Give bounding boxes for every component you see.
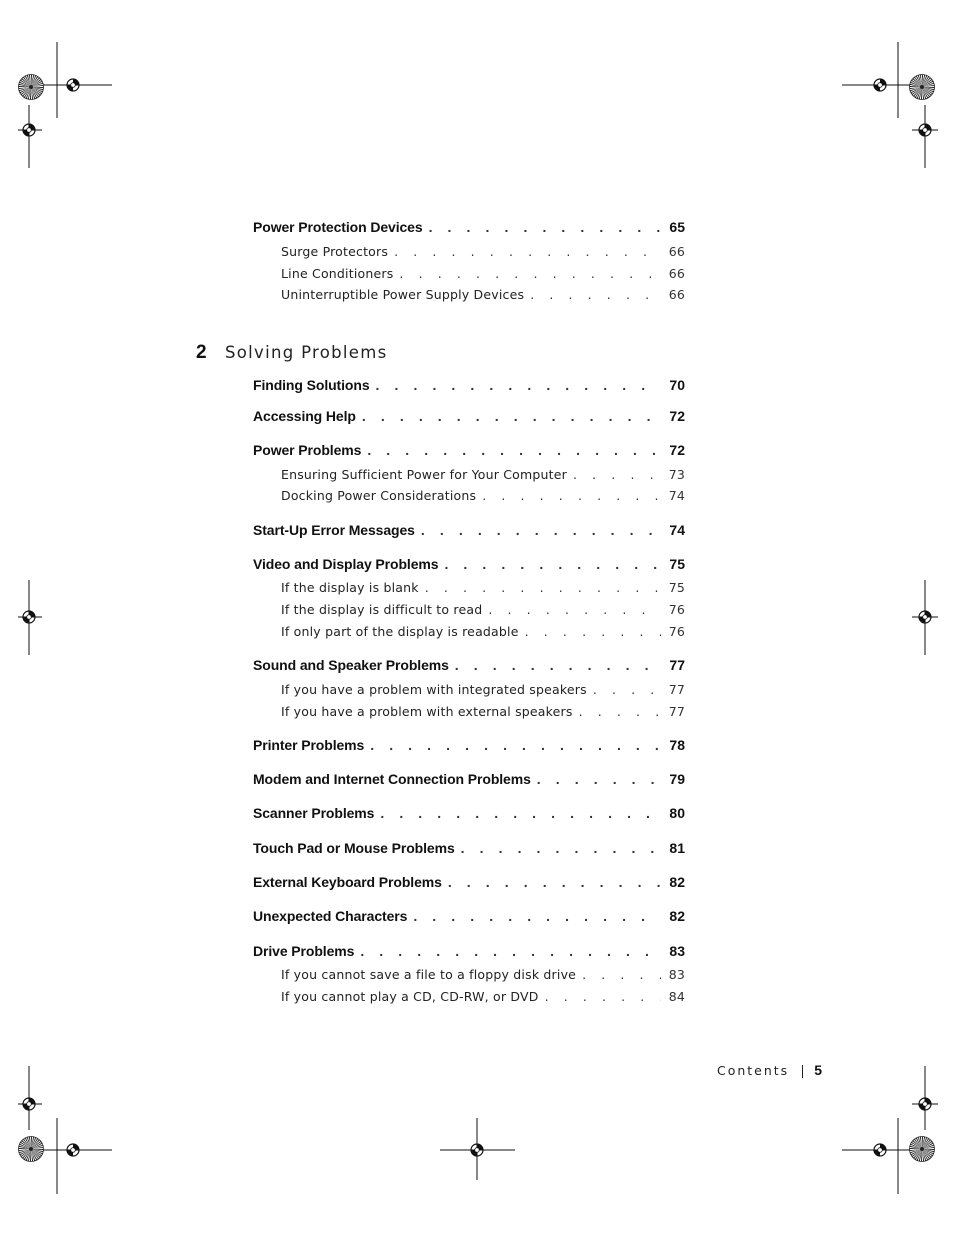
starburst-mark (19, 75, 44, 100)
toc-entry-page: 82 (669, 908, 685, 924)
toc-entry-touchpad[interactable] (253, 840, 685, 858)
toc-entry-printer[interactable] (253, 737, 685, 755)
toc-entry-video-display[interactable] (253, 556, 685, 574)
dot-leader (394, 244, 661, 259)
registration-target (874, 79, 886, 91)
toc-subentry-page: 66 (668, 287, 685, 302)
registration-target (23, 124, 35, 136)
toc-entry-title: Sound and Speaker Problems (253, 657, 449, 673)
toc-subentry-docking-power[interactable] (281, 488, 685, 506)
toc-subentry-cd[interactable] (281, 989, 685, 1007)
toc-entry-power-protection-devices[interactable] (253, 219, 685, 237)
toc-subentry-page: 75 (668, 580, 685, 595)
dot-leader (413, 908, 661, 924)
dot-leader (362, 408, 661, 424)
registration-target (919, 124, 931, 136)
registration-target (67, 1144, 79, 1156)
toc-subentry-title: Ensuring Sufficient Power for Your Computer (281, 467, 567, 482)
toc-entry-finding-solutions[interactable] (253, 377, 685, 395)
registration-target (919, 1098, 931, 1110)
toc-entry-page: 72 (669, 408, 685, 424)
dot-leader (593, 682, 661, 697)
toc-entry-sound-speaker[interactable] (253, 657, 685, 675)
toc-entry-modem[interactable] (253, 771, 685, 789)
toc-subentry-line-conditioners[interactable] (281, 266, 685, 284)
dot-leader (537, 771, 661, 787)
toc-subentry-display-difficult[interactable] (281, 602, 685, 620)
toc-entry-page: 82 (669, 874, 685, 890)
toc-entry-scanner[interactable] (253, 805, 685, 823)
dot-leader (376, 377, 661, 393)
toc-subentry-page: 66 (668, 244, 685, 259)
toc-entry-title: Start-Up Error Messages (253, 522, 415, 538)
toc-entry-page: 77 (669, 657, 685, 673)
dot-leader (579, 704, 661, 719)
dot-leader (444, 556, 661, 572)
toc-subentry-page: 83 (668, 967, 685, 982)
chapter-title: Solving Problems (225, 343, 388, 362)
toc-subentry-display-partial[interactable] (281, 624, 685, 642)
dot-leader (461, 840, 661, 856)
toc-entry-page: 72 (669, 442, 685, 458)
toc-subentry-external-speakers[interactable] (281, 704, 685, 722)
dot-leader (488, 602, 661, 617)
dot-leader (530, 287, 661, 302)
toc-entry-title: Power Problems (253, 442, 362, 458)
dot-leader (380, 805, 661, 821)
registration-target (919, 611, 931, 623)
toc-subentry-page: 74 (668, 488, 685, 503)
registration-target (874, 1144, 886, 1156)
toc-subentry-title: Line Conditioners (281, 266, 394, 281)
toc-entry-page: 65 (669, 219, 685, 235)
starburst-mark (910, 75, 935, 100)
toc-entry-title: External Keyboard Problems (253, 874, 442, 890)
dot-leader (367, 442, 661, 458)
toc-entry-title: Unexpected Characters (253, 908, 408, 924)
dot-leader (448, 874, 661, 890)
toc-subentry-title: Surge Protectors (281, 244, 389, 259)
dot-leader (370, 737, 661, 753)
toc-entry-drive[interactable] (253, 943, 685, 961)
toc-subentry-title: If you cannot play a CD, CD-RW, or DVD (281, 989, 539, 1004)
toc-subentry-page: 76 (668, 624, 685, 639)
starburst-mark (19, 1137, 44, 1162)
toc-entry-keyboard[interactable] (253, 874, 685, 892)
toc-entry-title: Accessing Help (253, 408, 356, 424)
dot-leader (399, 266, 661, 281)
toc-entry-page: 74 (669, 522, 685, 538)
toc-subentry-floppy[interactable] (281, 967, 685, 985)
toc-entry-page: 83 (669, 943, 685, 959)
registration-target (23, 1098, 35, 1110)
toc-entry-power-problems[interactable] (253, 442, 685, 460)
toc-entry-page: 81 (669, 840, 685, 856)
toc-subentry-page: 84 (668, 989, 685, 1004)
dot-leader (429, 219, 661, 235)
toc-entry-title: Video and Display Problems (253, 556, 439, 572)
toc-entry-unexpected-characters[interactable] (253, 908, 685, 926)
chapter-number: 2 (196, 342, 207, 363)
toc-subentry-display-blank[interactable] (281, 580, 685, 598)
toc-subentry-surge-protectors[interactable] (281, 244, 685, 262)
toc-subentry-title: If you have a problem with external speakers (281, 704, 573, 719)
toc-entry-accessing-help[interactable] (253, 408, 685, 426)
toc-subentry-page: 66 (668, 266, 685, 281)
toc-subentry-integrated-speakers[interactable] (281, 682, 685, 700)
dot-leader (582, 967, 661, 982)
toc-subentry-page: 77 (668, 704, 685, 719)
toc-entry-title: Printer Problems (253, 737, 365, 753)
registration-target (67, 79, 79, 91)
toc-subentry-page: 77 (668, 682, 685, 697)
toc-subentry-title: If the display is blank (281, 580, 419, 595)
toc-entry-page: 79 (669, 771, 685, 787)
toc-subentry-page: 76 (668, 602, 685, 617)
toc-entry-page: 78 (669, 737, 685, 753)
dot-leader (525, 624, 661, 639)
dot-leader (573, 467, 661, 482)
toc-entry-page: 75 (669, 556, 685, 572)
dot-leader (425, 580, 661, 595)
toc-entry-title: Scanner Problems (253, 805, 375, 821)
toc-entry-title: Power Protection Devices (253, 219, 423, 235)
toc-entry-page: 70 (669, 377, 685, 393)
toc-subentry-sufficient-power[interactable] (281, 467, 685, 485)
toc-subentry-title: Docking Power Considerations (281, 488, 477, 503)
starburst-mark (910, 1137, 935, 1162)
dot-leader (545, 989, 661, 1004)
dot-leader (482, 488, 661, 503)
toc-subentry-page: 73 (668, 467, 685, 482)
toc-entry-title: Finding Solutions (253, 377, 370, 393)
dot-leader (360, 943, 661, 959)
toc-subentry-title: If you have a problem with integrated speakers (281, 682, 587, 697)
toc-entry-title: Drive Problems (253, 943, 355, 959)
toc-entry-title: Touch Pad or Mouse Problems (253, 840, 455, 856)
toc-entry-startup-errors[interactable] (253, 522, 685, 540)
toc-subentry-title: If you cannot save a file to a floppy disk drive (281, 967, 577, 982)
toc-subentry-title: If only part of the display is readable (281, 624, 519, 639)
toc-subentry-ups-devices[interactable] (281, 287, 685, 305)
footer-label: Contents (716, 1063, 790, 1078)
toc-entry-page: 80 (669, 805, 685, 821)
toc-subentry-title: Uninterruptible Power Supply Devices (281, 287, 525, 302)
dot-leader (421, 522, 661, 538)
page-footer (700, 1062, 822, 1080)
toc-entry-title: Modem and Internet Connection Problems (253, 771, 531, 787)
toc-subentry-title: If the display is difficult to read (281, 602, 483, 617)
page-number: 5 (814, 1062, 822, 1078)
registration-target (471, 1144, 483, 1156)
registration-target (23, 611, 35, 623)
dot-leader (455, 657, 661, 673)
footer-separator (802, 1065, 803, 1078)
chapter-heading (196, 342, 388, 366)
